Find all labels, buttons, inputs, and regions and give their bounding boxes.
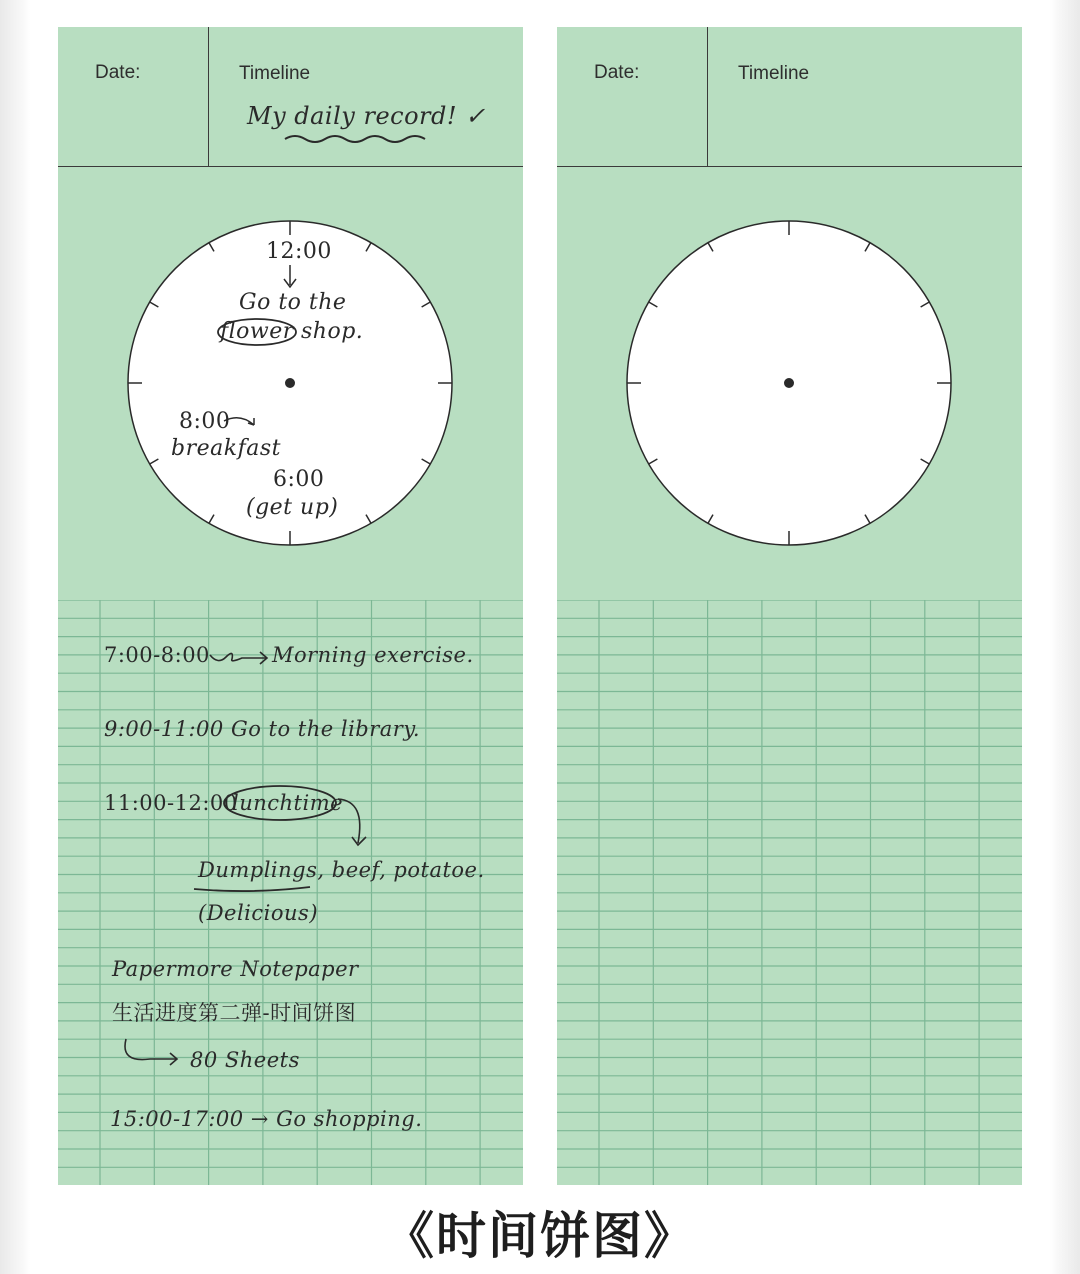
notepaper-sheet-blank	[557, 27, 1022, 1185]
clock-note-shop: shop.	[301, 319, 364, 344]
lunch-circle-arrow	[220, 785, 380, 857]
date-label: Date:	[594, 62, 640, 83]
clock-face-right	[557, 27, 1022, 587]
entry-time-3: 11:00-12:00	[104, 791, 238, 815]
entry-text-3: lunchtime	[232, 791, 344, 815]
entry-2: 9:00-11:00 Go to the library.	[104, 717, 421, 741]
clock-note-twelve: 12:00	[266, 239, 332, 264]
page-caption: 《时间饼图》	[384, 1207, 696, 1265]
timeline-label: Timeline	[738, 63, 810, 84]
entry-4: Dumplings, beef, potatoe.	[198, 858, 485, 882]
page-edge-left	[0, 0, 30, 1274]
clock-note-go: Go to the	[239, 290, 347, 315]
entry-5: (Delicious)	[198, 901, 319, 925]
entry-text-1: Morning exercise.	[272, 643, 474, 667]
timeline-label: Timeline	[239, 63, 311, 84]
entry-6: Papermore Notepaper	[112, 957, 359, 981]
clock-note-getup: (get up)	[246, 495, 339, 520]
header-note: My daily record! ✓	[247, 102, 486, 130]
dumplings-underline	[192, 883, 314, 895]
notepaper-sheet-filled	[58, 27, 523, 1185]
entry-9: 15:00-17:00 → Go shopping.	[110, 1107, 423, 1131]
entry-7: 生活进度第二弹-时间饼图	[112, 1001, 357, 1025]
clock-center-dot	[285, 378, 295, 388]
grid-area	[557, 600, 1022, 1185]
curved-arrow-icon	[120, 1035, 182, 1067]
clock-note-six: 6:00	[273, 467, 325, 492]
entry-8: 80 Sheets	[190, 1048, 300, 1072]
date-label: Date:	[95, 62, 141, 83]
clock-center-dot	[784, 378, 794, 388]
clock-note-flower: flower	[220, 319, 294, 344]
squiggle-arrow-icon	[208, 649, 270, 665]
clock-note-breakfast: breakfast	[171, 436, 281, 461]
entry-time-1: 7:00-8:00	[104, 643, 210, 667]
page-edge-right	[1050, 0, 1080, 1274]
clock-note-eight: 8:00	[179, 409, 231, 434]
